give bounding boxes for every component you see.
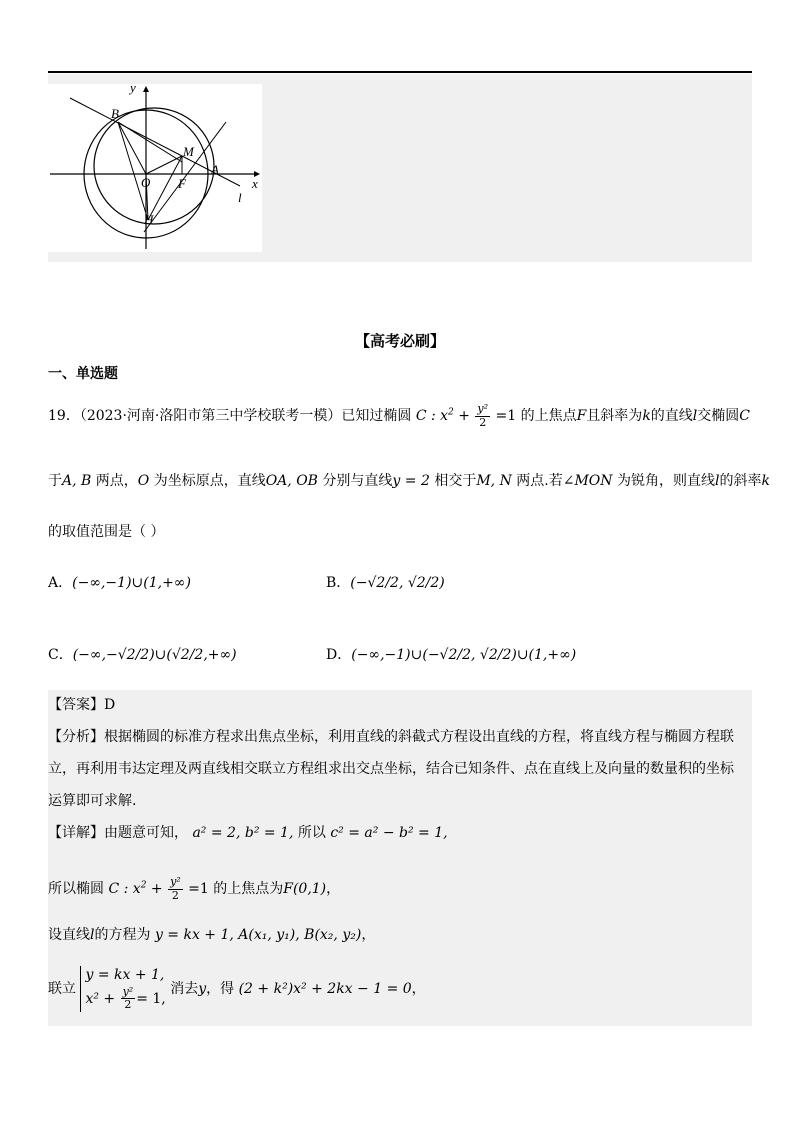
analysis-line-1: 【分析】根据椭圆的标准方程求出焦点坐标，利用直线的斜截式方程设出直线的方程，将直线方程与椭圆方程联 bbox=[48, 729, 734, 745]
label-f: F bbox=[178, 176, 186, 191]
question-source: （2023·河南·洛阳市第三中学校联考一模）已知过椭圆 bbox=[79, 408, 412, 425]
geometry-figure bbox=[48, 84, 262, 252]
question-line-1: 19．（2023·河南·洛阳市第三中学校联考一模）已知过椭圆 C : $x^2$ + $\frac{\text{y²}}{2}$ =1 的上焦点F且斜率为k的直线l交椭圆C bbox=[48, 402, 750, 429]
detail-line-3: 设直线l的方程为 y = kx + 1, A(x₁, y₁), B(x₂, y₂)， bbox=[48, 927, 376, 943]
top-rule bbox=[48, 71, 752, 73]
detail-line-4: 联立 y = kx + 1, x² + $\frac{\text{y²}}{2}$ = 1, 消去y，得 (2 + k²)x² + 2kx − 1 = 0， bbox=[48, 967, 426, 1012]
y-axis-arrow-icon bbox=[143, 86, 149, 92]
ellipse-equation-rhs: =1 bbox=[495, 408, 517, 425]
section-title: 【高考必刷】 bbox=[354, 332, 445, 350]
segment-bh bbox=[118, 122, 148, 220]
option-a[interactable]: A．(−∞,−1)∪(1,+∞) bbox=[48, 575, 191, 591]
question-number: 19． bbox=[48, 408, 80, 425]
ellipse-equation-lhs: C : $x^2$ + bbox=[415, 407, 470, 425]
label-l: l bbox=[238, 190, 242, 205]
option-b[interactable]: B．(−√2/2, √2/2) bbox=[326, 575, 445, 591]
option-c[interactable]: C．(−∞,−√2/2)∪(√2/2,+∞) bbox=[48, 647, 237, 663]
label-h: H bbox=[144, 212, 154, 227]
label-y: y bbox=[130, 84, 136, 95]
segment-bf bbox=[118, 122, 182, 162]
circle bbox=[94, 108, 214, 224]
equation-system: y = kx + 1, x² + $\frac{\text{y²}}{2}$ = 1, bbox=[80, 966, 165, 1012]
segment-om bbox=[146, 156, 182, 174]
detail-line-2: 所以椭圆 C : $x^2$ + $\frac{\text{y²}}{2}$ =1 的上焦点为F(0,1)， bbox=[48, 875, 341, 902]
ellipse-diagram bbox=[48, 84, 262, 252]
ellipse-equation-frac: $\frac{\text{y²}}{2}$ bbox=[477, 402, 489, 429]
question-line-2: 于A, B 两点，O 为坐标原点，直线OA, OB 分别与直线y = 2 相交于M, N 两点.若∠MON 为锐角，则直线l的斜率k bbox=[48, 473, 770, 489]
analysis-line-2: 立，再利用韦达定理及两直线相交联立方程组求出交点坐标，结合已知条件、点在直线上及向量的数量积的坐标 bbox=[48, 761, 734, 777]
analysis-line-3: 运算即可求解. bbox=[48, 793, 137, 809]
label-b: B bbox=[111, 106, 119, 121]
detail-line-1: 【详解】由题意可知， a² = 2, b² = 1, 所以 c² = a² − b² = 1, bbox=[48, 825, 448, 841]
answer-line: 【答案】D bbox=[48, 697, 116, 713]
question-line-3: 的取值范围是（ ） bbox=[48, 524, 165, 540]
option-d[interactable]: D．(−∞,−1)∪(−√2/2, √2/2)∪(1,+∞) bbox=[326, 647, 577, 663]
section-subhead: 一、单选题 bbox=[48, 366, 118, 382]
label-a: A bbox=[211, 162, 219, 177]
label-x: x bbox=[252, 176, 258, 191]
label-m: M bbox=[183, 144, 194, 159]
label-o: O bbox=[141, 175, 151, 190]
